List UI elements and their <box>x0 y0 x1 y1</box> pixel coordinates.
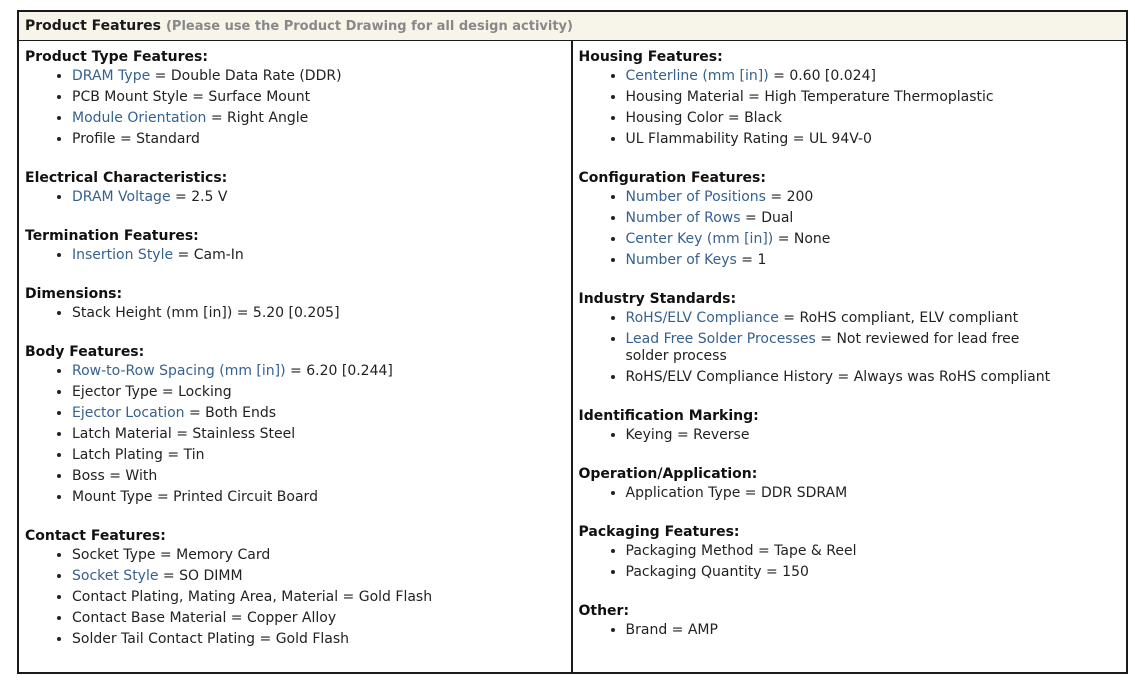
equals-sign: = <box>187 89 209 105</box>
feature-name-link[interactable]: Centerline (mm [in]) <box>625 68 769 84</box>
feature-value: 150 <box>782 564 809 580</box>
equals-sign: = <box>672 427 694 443</box>
feature-value: 5.20 [0.205] <box>252 305 340 321</box>
section-termination-features <box>25 228 571 266</box>
feature-value: UL 94V-0 <box>808 131 872 147</box>
feature-name: Packaging Quantity <box>625 564 762 580</box>
feature-name: Application Type <box>625 485 741 501</box>
feature-name: Mount Type <box>72 489 153 505</box>
feature-item <box>626 329 1066 367</box>
equals-sign: = <box>255 631 276 647</box>
feature-list <box>25 303 571 324</box>
section-title: Product Type Features: <box>25 49 208 65</box>
feature-item <box>72 303 571 324</box>
feature-item <box>72 66 571 87</box>
feature-value: Standard <box>136 131 200 147</box>
section-title: Packaging Features: <box>578 524 740 540</box>
feature-item <box>72 403 571 424</box>
section-title: Housing Features: <box>578 49 723 65</box>
feature-name-link[interactable]: DRAM Type <box>72 68 151 84</box>
section-housing-features <box>579 49 1127 150</box>
section-industry-standards <box>579 291 1127 388</box>
feature-item <box>626 87 1127 108</box>
equals-sign: = <box>232 305 253 321</box>
feature-name: Keying <box>625 427 673 443</box>
equals-sign: = <box>723 110 745 126</box>
feature-item <box>626 620 1127 641</box>
feature-item <box>626 250 1127 271</box>
feature-value: Both Ends <box>205 405 277 421</box>
feature-item <box>72 245 571 266</box>
feature-value: Stainless Steel <box>192 426 296 442</box>
feature-value: 6.20 [0.244] <box>306 363 393 379</box>
feature-name: Contact Plating, Mating Area, Material <box>72 589 339 605</box>
panel-note: (Please use the Product Drawing for all design activity) <box>165 18 573 34</box>
feature-list <box>579 308 1127 388</box>
feature-value: Right Angle <box>227 110 309 126</box>
equals-sign: = <box>833 369 854 385</box>
feature-item <box>72 587 571 608</box>
product-features-panel <box>17 10 1128 674</box>
feature-list <box>579 483 1127 504</box>
feature-name: Stack Height (mm [in]) <box>72 305 233 321</box>
feature-list <box>25 66 571 150</box>
feature-value: Reverse <box>693 427 750 443</box>
feature-name-link[interactable]: Number of Keys <box>625 252 737 268</box>
feature-list <box>579 620 1127 641</box>
section-title: Dimensions: <box>25 286 123 302</box>
section-body-features <box>25 344 571 508</box>
equals-sign: = <box>152 489 174 505</box>
equals-sign: = <box>753 543 775 559</box>
feature-name: Housing Material <box>625 89 744 105</box>
feature-value: Not reviewed for lead free solder process <box>625 331 1020 364</box>
right-column <box>573 41 1127 672</box>
section-title: Industry Standards: <box>578 291 737 307</box>
feature-value: 0.60 [0.024] <box>789 68 876 84</box>
feature-list <box>25 545 571 650</box>
feature-value: With <box>125 468 158 484</box>
equals-sign: = <box>815 331 837 347</box>
section-title: Configuration Features: <box>578 170 766 186</box>
equals-sign: = <box>173 247 194 263</box>
equals-sign: = <box>667 622 688 638</box>
equals-sign: = <box>773 231 794 247</box>
section-dimensions <box>25 286 571 324</box>
feature-value: 2.5 V <box>191 189 228 205</box>
equals-sign: = <box>150 68 171 84</box>
equals-sign: = <box>155 547 177 563</box>
feature-item <box>626 129 1127 150</box>
section-title: Contact Features: <box>25 528 166 544</box>
feature-item <box>72 566 571 587</box>
feature-value: Always was RoHS compliant <box>853 369 1051 385</box>
feature-value: Printed Circuit Board <box>173 489 318 505</box>
feature-value: Tin <box>183 447 205 463</box>
equals-sign: = <box>338 589 359 605</box>
feature-item <box>626 308 1127 329</box>
feature-value: Double Data Rate (DDR) <box>170 68 342 84</box>
feature-list <box>579 187 1127 271</box>
equals-sign: = <box>184 405 206 421</box>
feature-list <box>579 66 1127 150</box>
section-operation-application <box>579 466 1127 504</box>
section-title: Body Features: <box>25 344 145 360</box>
feature-value: Surface Mount <box>208 89 311 105</box>
feature-name-link[interactable]: Ejector Location <box>72 405 185 421</box>
feature-item <box>72 361 571 382</box>
section-contact-features <box>25 528 571 650</box>
equals-sign: = <box>115 131 137 147</box>
feature-name: Socket Type <box>72 547 156 563</box>
section-title: Operation/Application: <box>578 466 758 482</box>
feature-name: Profile <box>72 131 116 147</box>
equals-sign: = <box>285 363 307 379</box>
feature-value: Black <box>744 110 782 126</box>
feature-item <box>72 487 571 508</box>
feature-name: Brand <box>625 622 668 638</box>
feature-item <box>72 424 571 445</box>
section-electrical-characteristics <box>25 170 571 208</box>
feature-item <box>72 629 571 650</box>
equals-sign: = <box>736 252 758 268</box>
panel-title: Product Features <box>25 18 161 34</box>
feature-name-link[interactable]: Number of Rows <box>625 210 741 226</box>
feature-item <box>626 541 1127 562</box>
feature-item <box>626 425 1127 446</box>
feature-name: RoHS/ELV Compliance History <box>625 369 834 385</box>
feature-value: RoHS compliant, ELV compliant <box>799 310 1019 326</box>
feature-value: AMP <box>687 622 718 638</box>
equals-sign: = <box>788 131 809 147</box>
equals-sign: = <box>765 189 787 205</box>
feature-name: Boss <box>72 468 105 484</box>
feature-name: Ejector Type <box>72 384 158 400</box>
feature-value: DDR SDRAM <box>760 485 848 501</box>
feature-item <box>626 187 1127 208</box>
feature-item <box>72 445 571 466</box>
feature-name: Contact Base Material <box>72 610 227 626</box>
feature-item <box>626 562 1127 583</box>
feature-item <box>626 367 1127 388</box>
feature-item <box>72 187 571 208</box>
feature-name-link[interactable]: Lead Free Solder Processes <box>625 331 816 347</box>
feature-name-link[interactable]: Center Key (mm [in]) <box>625 231 774 247</box>
equals-sign: = <box>162 447 184 463</box>
feature-name-link[interactable]: RoHS/ELV Compliance <box>625 310 779 326</box>
feature-list <box>25 245 571 266</box>
feature-name: PCB Mount Style <box>72 89 188 105</box>
feature-value: High Temperature Thermoplastic <box>764 89 994 105</box>
feature-item <box>72 382 571 403</box>
feature-value: Tape & Reel <box>774 543 857 559</box>
feature-item <box>626 208 1127 229</box>
feature-name: Housing Color <box>625 110 724 126</box>
equals-sign: = <box>158 568 180 584</box>
feature-list <box>579 425 1127 446</box>
feature-value: 200 <box>786 189 814 205</box>
feature-item <box>72 466 571 487</box>
left-column <box>19 41 573 672</box>
feature-name-link[interactable]: Row-to-Row Spacing (mm [in]) <box>72 363 286 379</box>
feature-item <box>72 108 571 129</box>
feature-name: Packaging Method <box>625 543 754 559</box>
equals-sign: = <box>743 89 765 105</box>
section-title: Electrical Characteristics: <box>25 170 228 186</box>
feature-item <box>72 545 571 566</box>
section-title: Other: <box>578 603 630 619</box>
feature-name-link[interactable]: Number of Positions <box>625 189 766 205</box>
feature-value: 1 <box>757 252 767 268</box>
feature-item <box>626 229 1127 250</box>
equals-sign: = <box>171 426 193 442</box>
equals-sign: = <box>740 210 762 226</box>
feature-item <box>72 87 571 108</box>
equals-sign: = <box>778 310 800 326</box>
feature-columns <box>19 41 1126 672</box>
equals-sign: = <box>206 110 228 126</box>
feature-value: Dual <box>761 210 794 226</box>
section-other <box>579 603 1127 641</box>
equals-sign: = <box>170 189 192 205</box>
equals-sign: = <box>104 468 126 484</box>
equals-sign: = <box>768 68 790 84</box>
feature-name-link[interactable]: Insertion Style <box>72 247 174 263</box>
feature-item <box>626 108 1127 129</box>
feature-name: UL Flammability Rating <box>625 131 789 147</box>
feature-name-link[interactable]: Module Orientation <box>72 110 207 126</box>
equals-sign: = <box>226 610 247 626</box>
feature-value: Gold Flash <box>358 589 433 605</box>
section-title: Identification Marking: <box>578 408 759 424</box>
feature-value: Copper Alloy <box>246 610 337 626</box>
feature-item <box>72 608 571 629</box>
feature-name: Solder Tail Contact Plating <box>72 631 256 647</box>
equals-sign: = <box>157 384 179 400</box>
section-configuration-features <box>579 170 1127 271</box>
feature-name: Latch Plating <box>72 447 163 463</box>
equals-sign: = <box>761 564 783 580</box>
feature-name-link[interactable]: DRAM Voltage <box>72 189 171 205</box>
feature-value: Cam-In <box>193 247 244 263</box>
section-title: Termination Features: <box>25 228 199 244</box>
feature-list <box>25 361 571 508</box>
feature-name-link[interactable]: Socket Style <box>72 568 159 584</box>
feature-item <box>72 129 571 150</box>
section-identification-marking <box>579 408 1127 446</box>
feature-value: SO DIMM <box>179 568 243 584</box>
section-packaging-features <box>579 524 1127 583</box>
feature-value: Gold Flash <box>275 631 350 647</box>
feature-value: Locking <box>178 384 232 400</box>
feature-item <box>626 483 1127 504</box>
feature-name: Latch Material <box>72 426 172 442</box>
feature-value: Memory Card <box>176 547 271 563</box>
section-product-type-features <box>25 49 571 150</box>
feature-list <box>579 541 1127 583</box>
feature-list <box>25 187 571 208</box>
feature-item <box>626 66 1127 87</box>
panel-header <box>19 12 1126 41</box>
feature-value: None <box>793 231 831 247</box>
equals-sign: = <box>740 485 761 501</box>
